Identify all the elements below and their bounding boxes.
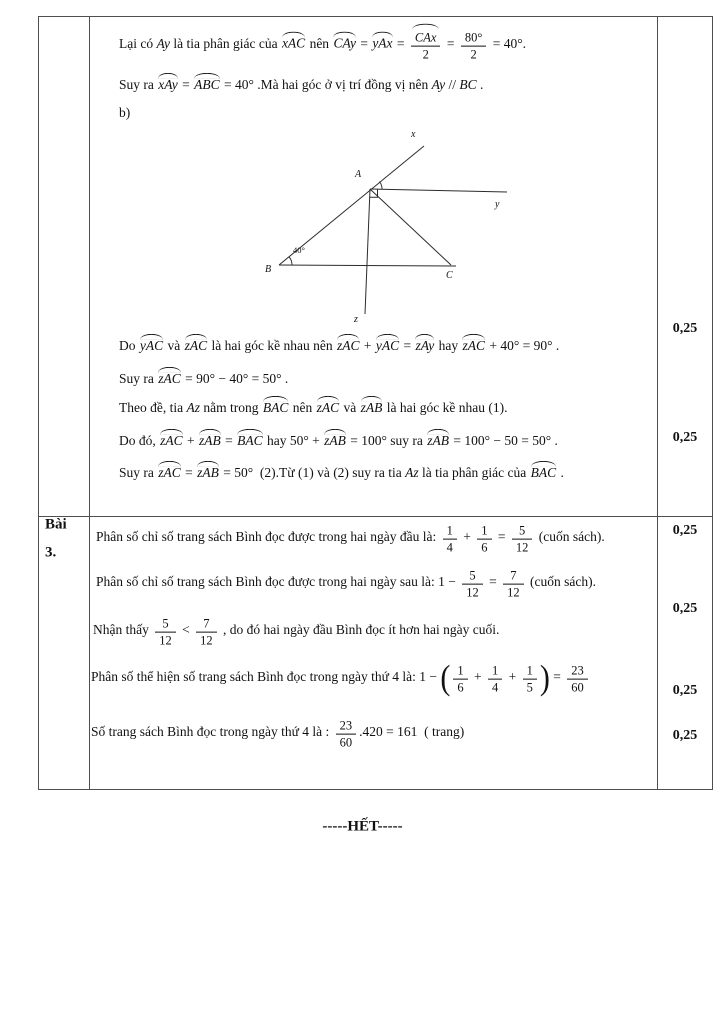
text-run: (cuốn sách). <box>526 574 596 590</box>
text-run: (cuốn sách). <box>535 529 605 545</box>
fraction-denominator: 60 <box>339 736 353 750</box>
angle-name: BAC <box>237 432 263 448</box>
text-run: + <box>183 432 199 448</box>
ray-y-label: y <box>495 199 500 210</box>
score-badge: 0,25 <box>672 683 698 698</box>
exercise-label-number: 3. <box>45 544 57 561</box>
angle-name: zAB <box>197 464 219 480</box>
fraction-denominator: 2 <box>470 48 477 62</box>
text-run: + 40° = 90° . <box>486 337 560 353</box>
text-run: nên <box>306 36 333 52</box>
fraction-numerator: 23 <box>567 661 588 680</box>
text-run: Số trang sách Bình đọc trong ngày thứ 4 là : <box>91 724 333 740</box>
angle-name: CAy <box>333 36 356 52</box>
ray-z-label: z <box>354 314 358 325</box>
angle-arc-a <box>379 182 382 190</box>
segment-bc-line <box>279 265 456 266</box>
math-variable: BC <box>459 76 477 92</box>
angle-arc-b <box>289 257 292 265</box>
angle-name: xAy <box>158 76 178 92</box>
angle-name: yAC <box>375 337 400 353</box>
fraction <box>477 521 491 556</box>
bai3-line-3 <box>93 614 499 649</box>
text-run: Phân số chỉ số trang sách Bình đọc được trong hai ngày sau là: 1 − <box>96 574 460 590</box>
big-parenthesis: ) <box>539 658 550 697</box>
text-run: = <box>181 464 197 480</box>
text-run: và <box>164 337 184 353</box>
text-run: , do đó hai ngày đầu Bình đọc ít hơn hai ngày cuối. <box>219 622 500 638</box>
text-run: Do đó, <box>119 432 160 448</box>
text-run: là tia phân giác của <box>418 464 530 480</box>
math-variable: Az <box>186 399 200 415</box>
fraction-numerator: 1 <box>453 661 467 680</box>
answer-table <box>38 16 713 790</box>
text-run: nên <box>289 399 316 415</box>
column-divider-score <box>657 17 658 789</box>
fraction-numerator: 5 <box>512 521 533 540</box>
score-badge: 0,25 <box>672 523 698 538</box>
text-run: // <box>445 76 460 92</box>
text-run: = <box>485 574 501 590</box>
text-run: Phân số thể hiện số trang sách Bình đọc trong ngày thứ 4 là: 1 − <box>91 669 441 685</box>
column-divider-label <box>89 17 90 789</box>
fraction-numerator: 5 <box>462 566 483 585</box>
point-c-label: C <box>446 270 453 281</box>
fraction-denominator: 12 <box>159 634 172 648</box>
fraction <box>336 716 357 751</box>
text-run: Suy ra <box>119 464 158 480</box>
score-badge: 0,25 <box>672 601 698 616</box>
angle-name: zAB <box>199 432 221 448</box>
fraction-denominator: 12 <box>515 541 529 555</box>
text-run: . <box>476 76 484 92</box>
score-badge: 0,25 <box>672 430 698 445</box>
fraction-denominator: 4 <box>492 681 499 695</box>
text-run: = <box>443 36 458 52</box>
ray-x-label: x <box>411 129 416 140</box>
text-run: < <box>178 622 194 638</box>
point-b-label: B <box>265 264 272 275</box>
fraction <box>488 661 502 696</box>
angle-name: zAC <box>316 399 340 415</box>
bai3-line-2 <box>96 566 596 601</box>
angle-name: zAC <box>158 370 181 386</box>
text-run: = 40° .Mà hai góc ở vị trí đồng vị nên <box>220 76 432 92</box>
fraction <box>411 28 441 63</box>
text-run: = 40°. <box>489 36 526 52</box>
fraction-numerator: 7 <box>196 614 217 633</box>
angle-name: ABC <box>194 76 220 92</box>
angle-name: zAC <box>336 337 360 353</box>
fraction <box>461 28 487 63</box>
text-run: = <box>221 432 237 448</box>
fraction <box>523 661 537 696</box>
text-run: Suy ra <box>119 370 158 386</box>
fraction-denominator: 2 <box>422 48 429 62</box>
bai2-line-7 <box>119 433 558 449</box>
bai2-line-3 <box>119 105 130 121</box>
row-divider <box>39 516 712 517</box>
fraction-denominator: 6 <box>481 541 488 555</box>
text-run: = <box>356 36 372 52</box>
fraction-denominator: 60 <box>571 681 584 695</box>
math-variable: Ay <box>156 36 170 52</box>
fraction <box>512 521 533 556</box>
fraction-denominator: 12 <box>507 586 520 600</box>
right-angle-mark <box>370 189 378 197</box>
text-run: là hai góc kề nhau nên <box>208 337 336 353</box>
bai3-label-cell <box>39 516 89 790</box>
text-run: là hai góc kề nhau (1). <box>383 399 508 415</box>
text-run: . <box>557 464 564 480</box>
angle-name: zAy <box>415 337 435 353</box>
text-run: .420 = 161 ( trang) <box>359 724 465 740</box>
geometry-figure <box>251 125 521 325</box>
angle-name: zAC <box>160 432 183 448</box>
angle-name: BAC <box>262 399 289 415</box>
fraction-numerator: 23 <box>336 716 357 735</box>
fraction-numerator: 80° <box>461 28 487 47</box>
angle-name: zAB <box>427 432 450 448</box>
bai3-line-5 <box>91 716 464 751</box>
bai2-line-6 <box>119 400 507 416</box>
text-run: Phân số chỉ số trang sách Bình đọc được trong hai ngày đầu là: <box>96 529 440 545</box>
fraction-numerator: 7 <box>503 566 524 585</box>
text-run: + <box>505 669 520 685</box>
fraction <box>567 661 588 696</box>
fraction-denominator: 5 <box>526 681 533 695</box>
text-run: = <box>494 529 509 545</box>
angle-name: zAC <box>462 337 485 353</box>
text-run: hay <box>435 337 462 353</box>
big-parenthesis: ( <box>440 658 451 697</box>
text-run: Suy ra <box>119 76 158 92</box>
end-of-document-marker: -----HẾT----- <box>322 818 403 835</box>
math-variable: Ay <box>431 76 446 92</box>
text-run: + <box>470 669 486 685</box>
fraction <box>462 566 483 601</box>
bai2-label-cell <box>39 17 89 516</box>
exercise-label-word: Bài <box>45 516 67 533</box>
bai2-line-2 <box>119 77 483 93</box>
text-run: b) <box>119 104 131 120</box>
fraction <box>196 614 217 649</box>
fraction-numerator: 1 <box>488 661 502 680</box>
bai2-line-8 <box>119 465 564 481</box>
fraction-numerator: 1 <box>443 521 457 540</box>
angle-name: xAC <box>281 36 306 52</box>
text-run: = <box>393 36 408 52</box>
text-run: + <box>360 337 375 353</box>
fraction-denominator: 6 <box>457 681 464 695</box>
math-variable: Az <box>405 464 419 480</box>
fraction <box>155 614 176 649</box>
text-run: = 100° suy ra <box>346 432 427 448</box>
bai2-line-1 <box>119 28 526 63</box>
ray-y-line <box>370 189 507 192</box>
text-run: là tia phân giác của <box>169 36 281 52</box>
segment-ac-line <box>370 189 451 265</box>
text-run: = 90° − 40° = 50° . <box>181 370 289 386</box>
angle-name: BAC <box>530 464 557 480</box>
angle-name: zAB <box>324 432 346 448</box>
fraction <box>503 566 524 601</box>
point-a-label: A <box>355 169 362 180</box>
text-run: nằm trong <box>199 399 262 415</box>
fraction <box>443 521 457 556</box>
score-badge: 0,25 <box>672 321 698 336</box>
angle-name: zAC <box>158 464 181 480</box>
fraction-denominator: 12 <box>466 586 479 600</box>
fraction-denominator: 4 <box>446 541 453 555</box>
text-run: = <box>178 76 194 92</box>
text-run: Nhận thấy <box>93 622 153 638</box>
angle-name: zAC <box>184 337 208 353</box>
bai2-line-4 <box>119 338 559 354</box>
text-run: = 50° (2).Từ (1) và (2) suy ra tia <box>219 464 406 480</box>
bai3-line-4 <box>91 658 591 697</box>
fraction-numerator: 1 <box>477 521 491 540</box>
text-run: Theo đề, tia <box>119 399 187 415</box>
text-run: + <box>459 529 475 545</box>
angle-name: yAx <box>372 36 393 52</box>
angle-name: yAC <box>139 337 164 353</box>
fraction-numerator: 5 <box>155 614 176 633</box>
fraction-numerator: CAx <box>411 28 441 47</box>
text-run: Do <box>119 337 139 353</box>
text-run: = <box>400 337 415 353</box>
ray-z-line <box>365 189 370 314</box>
bai2-line-5 <box>119 371 288 387</box>
bai3-line-1 <box>96 521 605 556</box>
score-badge: 0,25 <box>672 728 698 743</box>
angle-b-value-label: 40° <box>293 245 305 255</box>
fraction <box>453 661 467 696</box>
text-run: hay 50° + <box>263 432 324 448</box>
text-run: = <box>549 669 565 685</box>
fraction-numerator: 1 <box>523 661 537 680</box>
angle-name: zAB <box>360 399 383 415</box>
fraction-denominator: 12 <box>200 634 213 648</box>
text-run: Lại có <box>119 36 157 52</box>
text-run: và <box>340 399 360 415</box>
text-run: = 100° − 50 = 50° . <box>450 432 558 448</box>
